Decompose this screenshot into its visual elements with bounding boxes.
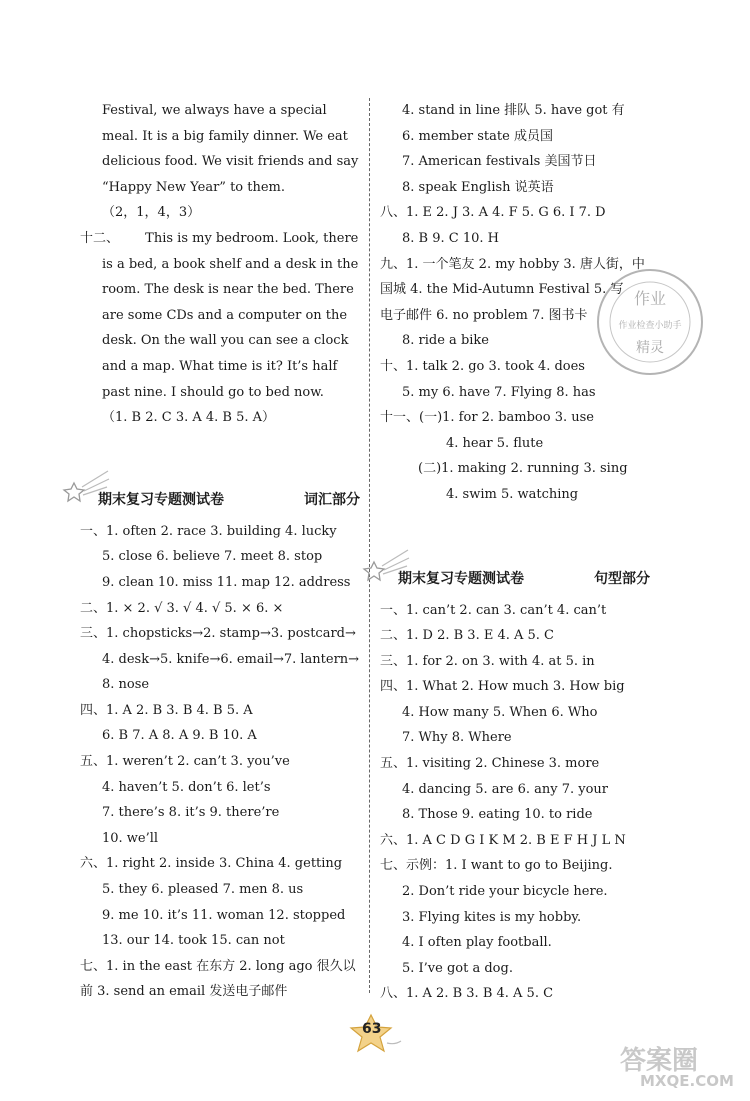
answer-line: 4. swim 5. watching (446, 486, 579, 502)
text-line (80, 226, 360, 252)
answer-line: 六、1. A C D G I K M 2. B E F H J L N (380, 832, 626, 848)
answer-line: 二、1. × 2. √ 3. √ 4. √ 5. × 6. × (80, 600, 284, 616)
answer-line: 一、1. can’t 2. can 3. can’t 4. can’t (380, 602, 607, 618)
answer-line: 5. my 6. have 7. Flying 8. has (402, 384, 596, 400)
answer-line: 8. nose (102, 677, 150, 693)
answer-line: 5. they 6. pleased 7. men 8. us (102, 882, 304, 898)
answer-line: 2. Don’t ride your bicycle here. (402, 884, 608, 900)
answer-line: 8. speak English 说英语 (402, 179, 554, 195)
text-line: “Happy New Year” to them. (102, 179, 286, 195)
answer-line: 8. Those 9. eating 10. to ride (402, 807, 593, 823)
answer-line: 五、1. weren’t 2. can’t 3. you’ve (80, 754, 290, 770)
answer-order: （2，1，4，3） (102, 205, 201, 221)
text-line: delicious food. We visit friends and say (102, 154, 359, 170)
answer-line: 二、1. D 2. B 3. E 4. A 5. C (380, 628, 555, 644)
answer-line: 四、1. A 2. B 3. B 4. B 5. A (80, 702, 253, 718)
page-number-badge (345, 1013, 405, 1055)
answer-line: 电子邮件 6. no problem 7. 图书卡 (380, 307, 588, 323)
text-span: This is my bedroom. Look, there (145, 230, 359, 246)
heading-title: 期末复习专题测试卷 (398, 570, 524, 587)
homework-helper-stamp-icon (590, 262, 710, 382)
text-line: desk. On the wall you can see a clock (102, 333, 349, 349)
text-line: is a bed, a book shelf and a desk in the (102, 256, 359, 272)
answer-line: 八、1. E 2. J 3. A 4. F 5. G 6. I 7. D (380, 205, 606, 221)
answer-line: 9. clean 10. miss 11. map 12. address (102, 574, 351, 590)
page-number: 63 (362, 1021, 382, 1037)
answer-line: 8. ride a bike (402, 333, 489, 349)
answer-line: 5. close 6. believe 7. meet 8. stop (102, 549, 323, 565)
answer-line: 前 3. send an email 发送电子邮件 (80, 984, 288, 1000)
answer-line: 7. Why 8. Where (402, 730, 512, 746)
answer-line: 四、1. What 2. How much 3. How big (380, 679, 625, 695)
watermark-url: MXQE.COM (640, 1072, 734, 1090)
heading-part: 句型部分 (594, 570, 650, 587)
text-line: and a map. What time is it? It’s half (102, 358, 338, 374)
column-divider (369, 98, 370, 993)
vocab-section-heading (80, 483, 360, 517)
stamp-text-bottom: 精灵 (636, 340, 664, 356)
answer-line: 4. haven’t 5. don’t 6. let’s (102, 779, 271, 795)
answer-line: (二)1. making 2. running 3. sing (418, 461, 628, 477)
reading-paragraph-2 (80, 226, 360, 431)
answer-line: 五、1. visiting 2. Chinese 3. more (380, 756, 600, 772)
answer-line: 5. I’ve got a dog. (402, 960, 513, 976)
section-label: 十二、 (80, 230, 120, 246)
answer-line: 三、1. for 2. on 3. with 4. at 5. in (380, 653, 595, 669)
answer-line: 8. B 9. C 10. H (402, 230, 499, 246)
sentence-section-heading (380, 562, 690, 596)
stamp-text-middle: 作业检查小助手 (618, 321, 682, 331)
heading-part: 词汇部分 (304, 491, 360, 508)
answer-line: 十、1. talk 2. go 3. took 4. does (380, 358, 585, 374)
answer-line: 一、1. often 2. race 3. building 4. lucky (80, 523, 337, 539)
text-line: are some CDs and a computer on the (102, 307, 348, 323)
answer-line: 三、1. chopsticks→2. stamp→3. postcard→ (80, 626, 356, 642)
stamp-text-top: 作业 (633, 289, 667, 308)
text-line: past nine. I should go to bed now. (102, 384, 324, 400)
text-line: room. The desk is near the bed. There (102, 282, 354, 298)
answer-line: 4. stand in line 排队 5. have got 有 (402, 103, 625, 118)
watermark-logo: 答案圈 (620, 1046, 699, 1076)
answer-line: 4. How many 5. When 6. Who (402, 704, 598, 720)
text-line: meal. It is a big family dinner. We eat (102, 128, 348, 144)
left-column (80, 98, 360, 1005)
answer-line: 6. B 7. A 8. A 9. B 10. A (102, 728, 257, 744)
answer-line: 4. dancing 5. are 6. any 7. your (402, 781, 609, 797)
answer-line: 国城 4. the Mid-Autumn Festival 5. 写 (380, 282, 624, 298)
answer-line: 13. our 14. took 15. can not (102, 933, 285, 949)
answer-line: 7. American festivals 美国节日 (402, 154, 597, 170)
answer-line: 6. member state 成员国 (402, 128, 553, 144)
right-column (380, 98, 690, 1007)
answer-line: 4. I often play football. (402, 935, 552, 951)
answer-line: 10. we’ll (102, 830, 159, 846)
answer-line: 七、示例：1. I want to go to Beijing. (380, 858, 613, 874)
answer-line: 九、1. 一个笔友 2. my hobby 3. 唐人街，中 (380, 256, 645, 272)
answer-line: 七、1. in the east 在东方 2. long ago 很久以 (80, 958, 356, 974)
answer-line: 六、1. right 2. inside 3. China 4. getting (80, 856, 343, 872)
answer-line: 9. me 10. it’s 11. woman 12. stopped (102, 907, 346, 923)
answer-line: 十一、(一)1. for 2. bamboo 3. use (380, 410, 594, 426)
heading-title: 期末复习专题测试卷 (98, 491, 224, 508)
text-line: Festival, we always have a special (102, 103, 327, 118)
answer-line: （1. B 2. C 3. A 4. B 5. A） (102, 410, 276, 426)
answer-line: 7. there’s 8. it’s 9. there’re (102, 805, 280, 821)
answer-line: 4. hear 5. flute (446, 435, 544, 451)
answer-line: 4. desk→5. knife→6. email→7. lantern→ (102, 651, 360, 667)
answer-line: 八、1. A 2. B 3. B 4. A 5. C (380, 986, 554, 1002)
reading-paragraph-1 (80, 98, 360, 226)
answer-line: 3. Flying kites is my hobby. (402, 909, 582, 925)
